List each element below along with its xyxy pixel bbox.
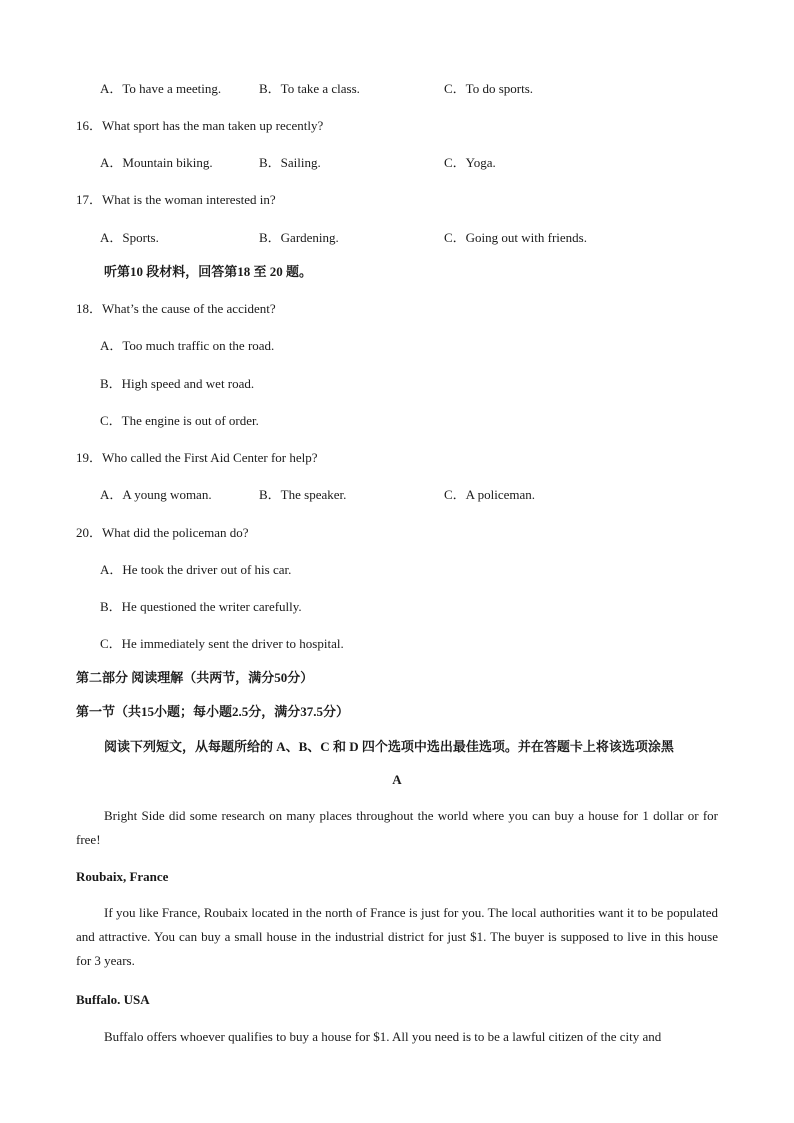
roubaix-paragraph-text: If you like France, Roubaix located in the north of France is just for you. The local authorities want it to be populated and attractive. You can buy a small house in the industrial district for just $1. The buyer is supposed to live in this house for 3 years.: [76, 905, 718, 968]
q19-option-c: C．A policeman.: [444, 487, 535, 502]
q16-option-b: B．Sailing.: [259, 155, 321, 170]
q17-option-b: B．Gardening.: [259, 230, 339, 245]
q18-option-b: B．High speed and wet road.: [100, 376, 255, 391]
q18-option-a: A．Too much traffic on the road.: [100, 338, 275, 353]
buffalo-paragraph: [76, 1025, 718, 1049]
q20-option-c: C．He immediately sent the driver to hospital.: [100, 636, 344, 651]
q19-option-a: A．A young woman.: [100, 487, 212, 502]
q16-option-c: C．Yoga.: [444, 155, 496, 170]
q20-option-a: A．He took the driver out of his car.: [100, 562, 292, 577]
intro-paragraph-text: Bright Side did some research on many places throughout the world where you can buy a house for 1 dollar or for free!: [76, 808, 718, 847]
intro-paragraph: [76, 804, 718, 852]
q19-option-b: B．The speaker.: [259, 487, 347, 502]
buffalo-heading: Buffalo. USA: [76, 992, 150, 1007]
q19-question: 19．Who called the First Aid Center for help?: [76, 450, 318, 465]
q20-option-b: B．He questioned the writer carefully.: [100, 599, 302, 614]
q18-option-c: C．The engine is out of order.: [100, 413, 259, 428]
part2-heading: 第二部分 阅读理解（共两节，满分50分）: [76, 670, 314, 685]
q15-option-a: A．To have a meeting.: [100, 81, 222, 96]
q17-option-a: A．Sports.: [100, 230, 159, 245]
q15-option-b: B．To take a class.: [259, 81, 360, 96]
buffalo-paragraph-text: Buffalo offers whoever qualifies to buy a house for $1. All you need is to be a lawful citizen of the city and: [104, 1029, 662, 1044]
q16-option-a: A．Mountain biking.: [100, 155, 213, 170]
q16-question: 16．What sport has the man taken up recently?: [76, 118, 324, 133]
reading-instruction: 阅读下列短文，从每题所给的 A、B、C 和 D 四个选项中选出最佳选项。并在答题卡上将该选项涂黑: [104, 739, 674, 754]
q17-question: 17．What is the woman interested in?: [76, 192, 276, 207]
section1-heading: 第一节（共15小题；每小题2.5分，满分37.5分）: [76, 704, 350, 719]
q18-question: 18．What’s the cause of the accident?: [76, 301, 276, 316]
roubaix-heading: Roubaix, France: [76, 869, 169, 884]
section10-instruction: 听第10 段材料，回答第18 至 20 题。: [104, 264, 313, 279]
q20-question: 20．What did the policeman do?: [76, 525, 249, 540]
q15-option-c: C．To do sports.: [444, 81, 534, 96]
q17-option-c: C．Going out with friends.: [444, 230, 587, 245]
roubaix-paragraph: [76, 901, 718, 973]
passage-label: A: [392, 772, 402, 787]
